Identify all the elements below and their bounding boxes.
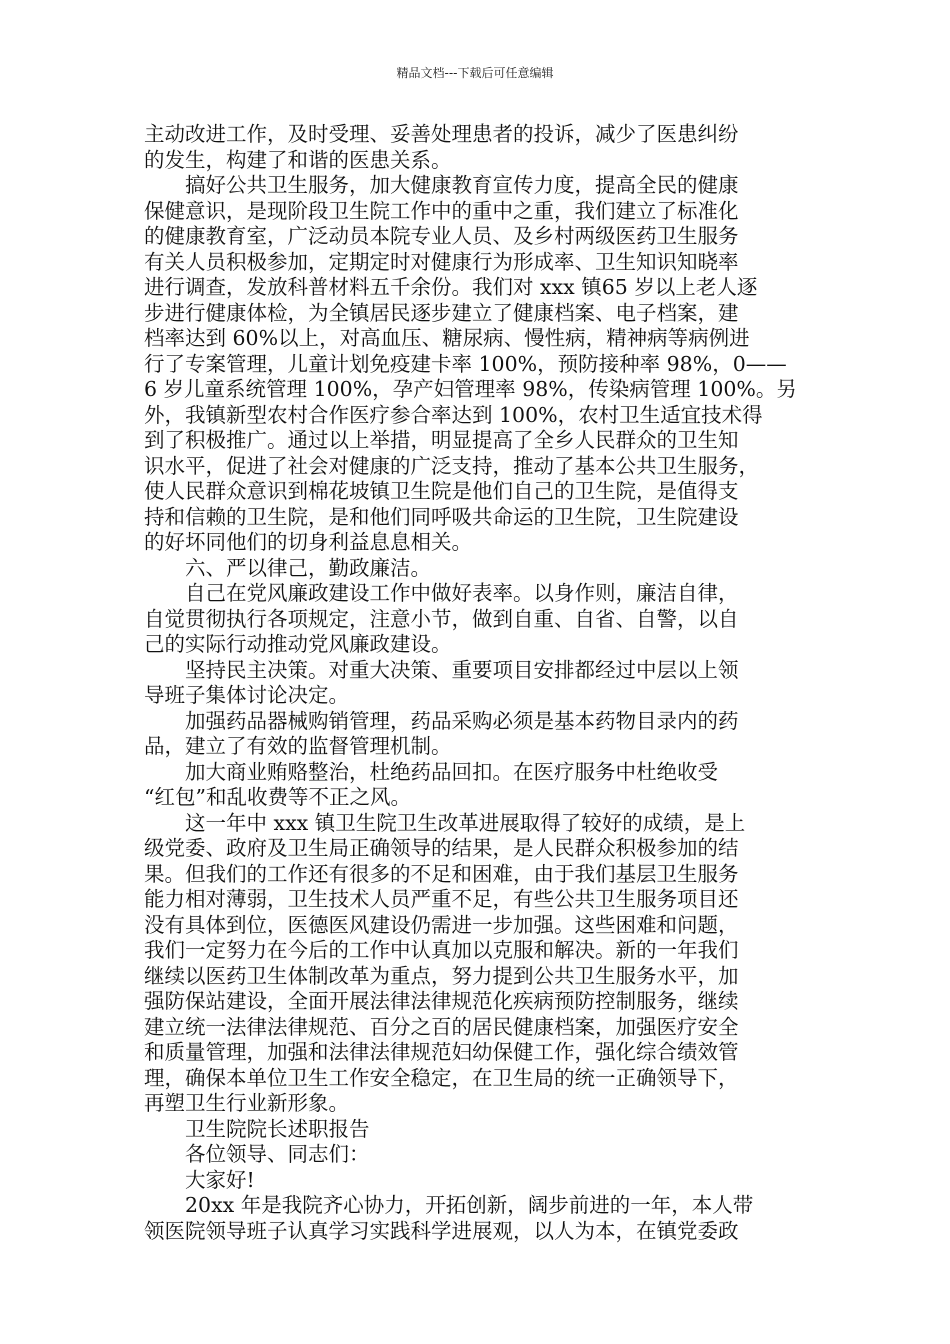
text-line: 各位领导、同志们： [144,1142,370,1166]
text-line: 6 岁儿童系统管理 100%，孕产妇管理率 98%，传染病管理 100%。另 [144,377,797,401]
page-header: 精品文档---下载后可任意编辑 [396,66,554,80]
text-line: 使人民群众意识到棉花坡镇卫生院是他们自己的卫生院，是值得支 [144,479,739,503]
text-line: 到了积极推广。通过以上举措，明显提高了全乡人民群众的卫生知 [144,428,739,452]
text-line: 自己在党风廉政建设工作中做好表率。以身作则，廉洁自律， [144,581,739,605]
text-line: 主动改进工作，及时受理、妥善处理患者的投诉，减少了医患纠纷 [144,122,739,146]
text-line: 20xx 年是我院齐心协力，开拓创新，阔步前进的一年，本人带 [144,1193,754,1217]
text-line: 建立统一法律法律规范、百分之百的居民健康档案，加强医疗安全 [144,1014,739,1039]
text-line: 六、严以律己，勤政廉洁。 [144,555,431,580]
text-line: 自觉贯彻执行各项规定，注意小节，做到自重、自省、自警，以自 [144,606,739,631]
text-line: 级党委、政府及卫生局正确领导的结果，是人民群众积极参加的结 [144,836,739,860]
text-line: 导班子集体讨论决定。 [144,683,349,707]
text-line: 大家好! [144,1167,255,1192]
text-line: 继续以医药卫生体制改革为重点，努力提到公共卫生服务水平，加 [144,963,739,988]
text-line: 能力相对薄弱，卫生技术人员严重不足，有些公共卫生服务项目还 [144,887,739,911]
text-line: 和质量管理，加强和法律法律规范妇幼保健工作，强化综合绩效管 [144,1040,739,1064]
text-line: 品，建立了有效的监督管理机制。 [144,734,452,758]
text-line: 行了专案管理，儿童计划免疫建卡率 100%，预防接种率 98%，0—— [144,351,787,376]
text-line: 坚持民主决策。对重大决策、重要项目安排都经过中层以上领 [144,657,739,682]
text-line: 保健意识，是现阶段卫生院工作中的重中之重，我们建立了标准化 [144,198,739,223]
text-line: 的发生，构建了和谐的医患关系。 [144,147,452,172]
text-line: 强防保站建设，全面开展法律法律规范化疾病预防控制服务，继续 [144,989,739,1013]
text-line: 的好坏同他们的切身利益息息相关。 [144,530,472,554]
text-line: 进行调查，发放科普材料五千余份。我们对 xxx 镇65 岁以上老人逐 [144,275,758,299]
text-line: 外，我镇新型农村合作医疗参合率达到 100%，农村卫生适宜技术得 [144,402,763,427]
text-line: 这一年中 xxx 镇卫生院卫生改革进展取得了较好的成绩，是上 [144,810,746,835]
text-line: 果。但我们的工作还有很多的不足和困难，由于我们基层卫生服务 [144,861,739,886]
text-line: “红包”和乱收费等不正之风。 [144,785,411,809]
text-line: 再塑卫生行业新形象。 [144,1091,349,1115]
text-line: 加强药品器械购销管理，药品采购必须是基本药物目录内的药 [144,708,739,733]
text-line: 卫生院院长述职报告 [144,1116,370,1141]
text-line: 档率达到 60%以上，对高血压、糖尿病、慢性病，精神病等病例进 [144,326,750,350]
text-line: 的健康教育室，广泛动员本院专业人员、及乡村两级医药卫生服务 [144,224,739,248]
text-line: 己的实际行动推动党风廉政建设。 [144,632,452,656]
text-line: 识水平，促进了社会对健康的广泛支持，推动了基本公共卫生服务， [144,453,759,478]
document-body [144,122,820,1244]
text-line: 没有具体到位，医德医风建设仍需进一步加强。这些困难和问题， [144,912,739,937]
text-line: 我们一定努力在今后的工作中认真加以克服和解决。新的一年我们 [144,938,739,962]
text-line: 持和信赖的卫生院，是和他们同呼吸共命运的卫生院，卫生院建设 [144,504,739,529]
text-line: 理，确保本单位卫生工作安全稳定，在卫生局的统一正确领导下， [144,1065,739,1090]
text-line: 有关人员积极参加，定期定时对健康行为形成率、卫生知识知晓率 [144,249,739,274]
text-line: 加大商业贿赂整治，杜绝药品回扣。在医疗服务中杜绝收受 [144,759,718,784]
text-line: 领医院领导班子认真学习实践科学进展观，以人为本，在镇党委政 [144,1218,739,1243]
text-line: 搞好公共卫生服务，加大健康教育宣传力度，提高全民的健康 [144,173,739,197]
text-line: 步进行健康体检，为全镇居民逐步建立了健康档案、电子档案，建 [144,300,739,325]
